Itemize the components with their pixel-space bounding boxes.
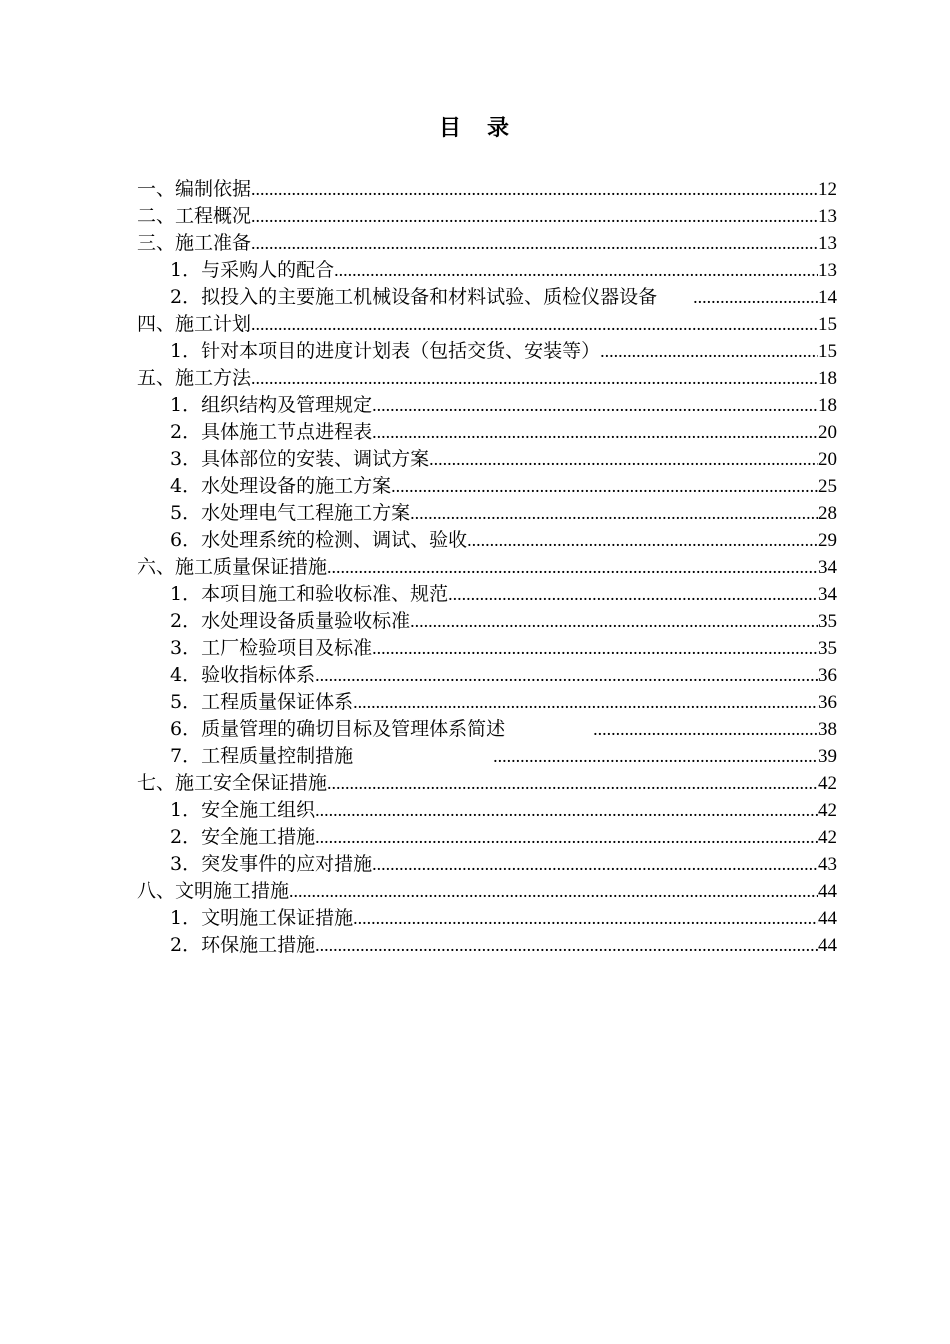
toc-entry-label: 1．文明施工保证措施 [170,907,354,929]
toc-dot-leader [372,851,818,878]
toc-entry-label: 五、施工方法 [137,367,252,389]
toc-entry-label: 7．工程质量控制措施 [170,745,354,767]
toc-entry-page-number: 35 [818,611,837,632]
toc-dot-leader [693,284,818,311]
toc-dot-leader [289,878,818,905]
toc-entry-page-number: 15 [818,314,837,335]
toc-entry-label: 三、施工准备 [137,232,252,254]
toc-entry-label: 1．针对本项目的进度计划表（包括交货、安装等） [170,340,601,362]
toc-entry-label: 4．水处理设备的施工方案 [170,475,392,497]
toc-dot-leader [315,662,818,689]
toc-entry-page-number: 15 [818,341,837,362]
toc-entry-label: 2．环保施工措施 [170,934,316,956]
toc-entry-page-number: 25 [818,476,837,497]
toc-entry-page-number: 34 [818,557,837,578]
toc-entry-label: 4．验收指标体系 [170,664,316,686]
toc-entry-label: 3．具体部位的安装、调试方案 [170,448,430,470]
toc-entry-page-number: 39 [818,746,837,767]
toc-dot-leader [372,419,818,446]
toc-entry[interactable] [137,311,837,338]
toc-dot-leader [410,500,818,527]
toc-dot-leader [467,527,818,554]
toc-dot-leader [372,392,818,419]
toc-entry-page-number: 42 [818,800,837,821]
toc-entry[interactable] [137,608,837,635]
toc-entry-label: 2．安全施工措施 [170,826,316,848]
toc-entry-page-number: 18 [818,368,837,389]
toc-entry[interactable] [137,743,837,770]
toc-dot-leader [251,203,818,230]
toc-entry-label: 1．安全施工组织 [170,799,316,821]
toc-entry-page-number: 28 [818,503,837,524]
toc-entry-label: 四、施工计划 [137,313,252,335]
toc-entry-label: 六、施工质量保证措施 [137,556,328,578]
toc-entry-label: 2．具体施工节点进程表 [170,421,373,443]
toc-entry-page-number: 35 [818,638,837,659]
toc-entry[interactable] [137,338,837,365]
toc-entry-page-number: 12 [818,179,837,200]
toc-dot-leader [372,635,818,662]
toc-dot-leader [600,338,818,365]
toc-list [137,176,837,959]
toc-entry[interactable] [137,689,837,716]
toc-entry-label: 1．组织结构及管理规定 [170,394,373,416]
toc-entry[interactable] [137,230,837,257]
toc-dot-leader [429,446,818,473]
toc-dot-leader [251,230,818,257]
toc-entry-page-number: 38 [818,719,837,740]
toc-dot-leader [251,176,818,203]
toc-entry[interactable] [137,419,837,446]
toc-entry-page-number: 14 [818,287,837,308]
toc-entry[interactable] [137,554,837,581]
toc-entry-page-number: 29 [818,530,837,551]
toc-entry-label: 2．水处理设备质量验收标准 [170,610,411,632]
toc-entry[interactable] [137,446,837,473]
toc-dot-leader [251,365,818,392]
toc-entry[interactable] [137,797,837,824]
toc-entry[interactable] [137,932,837,959]
toc-dot-leader [593,716,818,743]
toc-entry-page-number: 13 [818,233,837,254]
toc-entry[interactable] [137,500,837,527]
toc-entry-label: 七、施工安全保证措施 [137,772,328,794]
toc-entry-label: 一、编制依据 [137,178,252,200]
toc-title: 目 录 [438,116,511,141]
toc-entry-label: 5．工程质量保证体系 [170,691,354,713]
toc-entry-page-number: 13 [818,206,837,227]
toc-entry-page-number: 43 [818,854,837,875]
toc-entry-page-number: 20 [818,422,837,443]
toc-entry-page-number: 42 [818,827,837,848]
toc-entry[interactable] [137,365,837,392]
toc-entry-page-number: 18 [818,395,837,416]
toc-entry[interactable] [137,770,837,797]
toc-entry-page-number: 13 [818,260,837,281]
toc-dot-leader [327,554,818,581]
toc-entry-page-number: 44 [818,935,837,956]
toc-entry-label: 6．水处理系统的检测、调试、验收 [170,529,468,551]
toc-entry-page-number: 44 [818,881,837,902]
toc-entry[interactable] [137,851,837,878]
toc-entry[interactable] [137,203,837,230]
toc-entry[interactable] [137,716,837,743]
toc-entry-label: 1．本项目施工和验收标准、规范 [170,583,449,605]
toc-entry[interactable] [137,905,837,932]
toc-dot-leader [334,257,818,284]
toc-entry[interactable] [137,176,837,203]
toc-entry-page-number: 42 [818,773,837,794]
toc-entry-page-number: 36 [818,665,837,686]
toc-dot-leader [327,770,818,797]
toc-entry-page-number: 36 [818,692,837,713]
toc-dot-leader [315,932,818,959]
toc-entry-label: 5．水处理电气工程施工方案 [170,502,411,524]
toc-entry-label: 6．质量管理的确切目标及管理体系简述 [170,718,506,740]
toc-dot-leader [315,824,818,851]
toc-entry[interactable] [137,473,837,500]
toc-entry[interactable] [137,662,837,689]
toc-entry-page-number: 34 [818,584,837,605]
toc-dot-leader [391,473,818,500]
toc-dot-leader [353,905,818,932]
toc-entry-label: 八、文明施工措施 [137,880,290,902]
toc-dot-leader [353,689,818,716]
toc-dot-leader [251,311,818,338]
toc-entry-label: 二、工程概况 [137,205,252,227]
toc-entry[interactable] [137,257,837,284]
toc-entry[interactable] [137,527,837,554]
toc-dot-leader [493,743,818,770]
toc-entry[interactable] [137,581,837,608]
toc-entry[interactable] [137,392,837,419]
toc-dot-leader [410,608,818,635]
toc-entry-page-number: 44 [818,908,837,929]
toc-entry-page-number: 20 [818,449,837,470]
toc-entry-label: 2．拟投入的主要施工机械设备和材料试验、质检仪器设备 [170,286,658,308]
toc-entry[interactable] [137,635,837,662]
toc-entry-label: 3．工厂检验项目及标准 [170,637,373,659]
toc-entry[interactable] [137,878,837,905]
toc-entry-label: 1．与采购人的配合 [170,259,335,281]
toc-entry[interactable] [137,284,837,311]
toc-dot-leader [448,581,818,608]
toc-entry[interactable] [137,824,837,851]
toc-entry-label: 3．突发事件的应对措施 [170,853,373,875]
toc-dot-leader [315,797,818,824]
